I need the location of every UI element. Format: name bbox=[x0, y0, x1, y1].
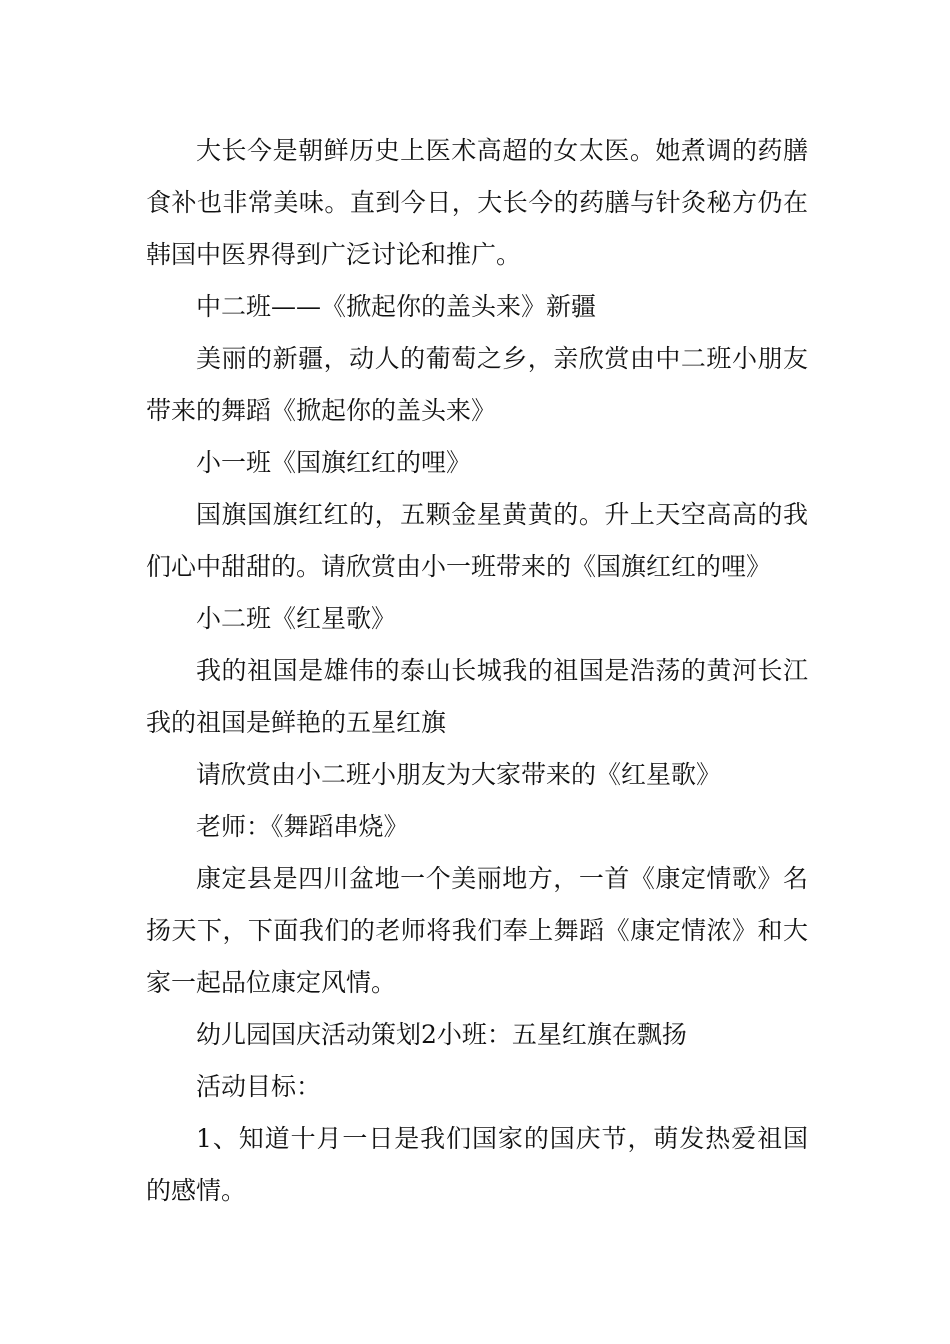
paragraph-goal-1: 1、知道十月一日是我们国家的国庆节，萌发热爱祖国的感情。 bbox=[146, 1124, 808, 1205]
paragraph-daechangjin-intro: 大长今是朝鲜历史上医术高超的女太医。她煮调的药膳食补也非常美味。直到今日，大长今的药膳与针灸秘方仍在韩国中医界得到广泛讨论和推广。 bbox=[146, 136, 808, 269]
paragraph-teacher-title: 老师：《舞蹈串烧》 bbox=[196, 812, 409, 841]
paragraph-class-small2-intro: 请欣赏由小二班小朋友为大家带来的《红星歌》 bbox=[196, 760, 722, 789]
paragraph-class-small2-title: 小二班《红星歌》 bbox=[196, 604, 397, 633]
document-body bbox=[146, 125, 808, 1217]
paragraph-class-small2-verse: 我的祖国是雄伟的泰山长城我的祖国是浩荡的黄河长江我的祖国是鲜艳的五星红旗 bbox=[146, 656, 808, 737]
paragraph-class-mid2-intro: 美丽的新疆，动人的葡萄之乡，亲欣赏由中二班小朋友带来的舞蹈《掀起你的盖头来》 bbox=[146, 344, 808, 425]
paragraph-plan-heading: 幼儿园国庆活动策划2小班：五星红旗在飘扬 bbox=[196, 1020, 687, 1049]
paragraph-teacher-intro: 康定县是四川盆地一个美丽地方，一首《康定情歌》名扬天下，下面我们的老师将我们奉上舞蹈《康定情浓》和大家一起品位康定风情。 bbox=[146, 864, 808, 997]
paragraph-class-small1-title: 小一班《国旗红红的哩》 bbox=[196, 448, 472, 477]
paragraph-class-small1-intro: 国旗国旗红红的，五颗金星黄黄的。升上天空高高的我们心中甜甜的。请欣赏由小一班带来的《国旗红红的哩》 bbox=[146, 500, 808, 581]
paragraph-class-mid2-title: 中二班——《掀起你的盖头来》新疆 bbox=[196, 292, 597, 321]
paragraph-goals-heading: 活动目标： bbox=[196, 1072, 322, 1101]
